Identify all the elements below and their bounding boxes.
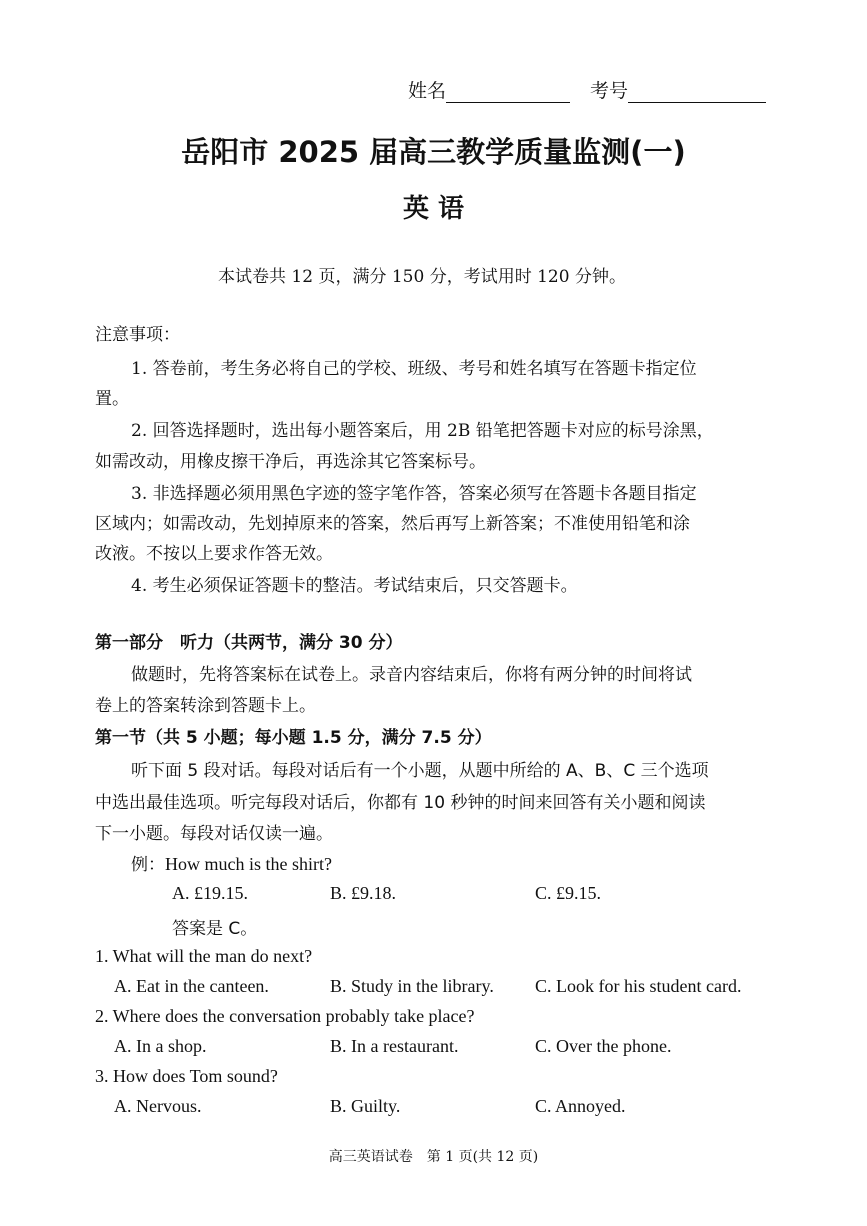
question-1-option-a: A. Eat in the canteen. <box>114 976 269 996</box>
example-answer: 答案是 C。 <box>172 919 258 939</box>
question-3-option-c: C. Annoyed. <box>535 1096 626 1116</box>
example-option-b: B. £9.18. <box>330 883 397 903</box>
example-option-a: A. £19.15. <box>172 883 248 903</box>
notes-heading: 注意事项： <box>95 325 180 345</box>
question-3-stem: 3. How does Tom sound? <box>95 1066 278 1086</box>
question-2-option-a: A. In a shop. <box>114 1036 207 1056</box>
example-prefix: 例： <box>131 855 165 875</box>
exam-summary: 本试卷共 12 页，满分 150 分，考试用时 120 分钟。 <box>218 267 626 287</box>
name-blank <box>446 84 570 103</box>
note-item-3: 3. 非选择题必须用黑色字迹的签字笔作答，答案必须写在答题卡各题目指定 <box>131 484 697 504</box>
exam-title: 岳阳市 2025 届高三教学质量监测(一) <box>181 135 686 169</box>
question-3-option-b: B. Guilty. <box>330 1096 401 1116</box>
section1-instructions-cont: 中选出最佳选项。听完每段对话后，你都有 10 秒钟的时间来回答有关小题和阅读 <box>95 793 706 813</box>
example-option-c: C. £9.15. <box>535 883 602 903</box>
section1-instructions-cont2: 下一小题。每段对话仅读一遍。 <box>95 824 333 844</box>
question-2-stem: 2. Where does the conversation probably take place? <box>95 1006 475 1026</box>
section1-heading: 第一节（共 5 小题；每小题 1.5 分，满分 7.5 分） <box>95 728 492 748</box>
note-item-1: 1. 答卷前，考生务必将自己的学校、班级、考号和姓名填写在答题卡指定位 <box>131 359 697 379</box>
note-item-3-cont: 区域内；如需改动，先划掉原来的答案，然后再写上新答案；不准使用铅笔和涂 <box>95 514 690 534</box>
exam-number-label: 考号 <box>590 80 629 102</box>
question-2-option-c: C. Over the phone. <box>535 1036 672 1056</box>
name-field <box>408 76 570 103</box>
question-1-option-c: C. Look for his student card. <box>535 976 742 996</box>
note-item-4: 4. 考生必须保证答题卡的整洁。考试结束后，只交答题卡。 <box>131 576 578 596</box>
exam-number-blank <box>628 84 766 103</box>
note-item-1-cont: 置。 <box>95 389 129 409</box>
page-footer: 高三英语试卷 第 1 页(共 12 页) <box>328 1149 539 1165</box>
part1-intro: 做题时，先将答案标在试卷上。录音内容结束后，你将有两分钟的时间将试 <box>131 665 692 685</box>
subject-title: 英 语 <box>402 194 465 224</box>
part1-heading: 第一部分 听力（共两节，满分 30 分） <box>95 633 403 653</box>
section1-instructions: 听下面 5 段对话。每段对话后有一个小题，从题中所给的 A、B、C 三个选项 <box>131 761 709 781</box>
note-item-2: 2. 回答选择题时，选出每小题答案后，用 2B 铅笔把答题卡对应的标号涂黑， <box>131 421 714 441</box>
part1-intro-cont: 卷上的答案转涂到答题卡上。 <box>95 696 316 716</box>
example-question <box>131 850 332 875</box>
note-item-2-cont: 如需改动，用橡皮擦干净后，再选涂其它答案标号。 <box>95 452 486 472</box>
question-3-option-a: A. Nervous. <box>114 1096 202 1116</box>
note-item-3-cont2: 改液。不按以上要求作答无效。 <box>95 544 333 564</box>
name-label: 姓名 <box>408 80 447 102</box>
question-2-option-b: B. In a restaurant. <box>330 1036 459 1056</box>
exam-number-field <box>590 76 766 103</box>
question-1-stem: 1. What will the man do next? <box>95 946 313 966</box>
question-1-option-b: B. Study in the library. <box>330 976 494 996</box>
example-question-text: How much is the shirt? <box>165 854 332 874</box>
